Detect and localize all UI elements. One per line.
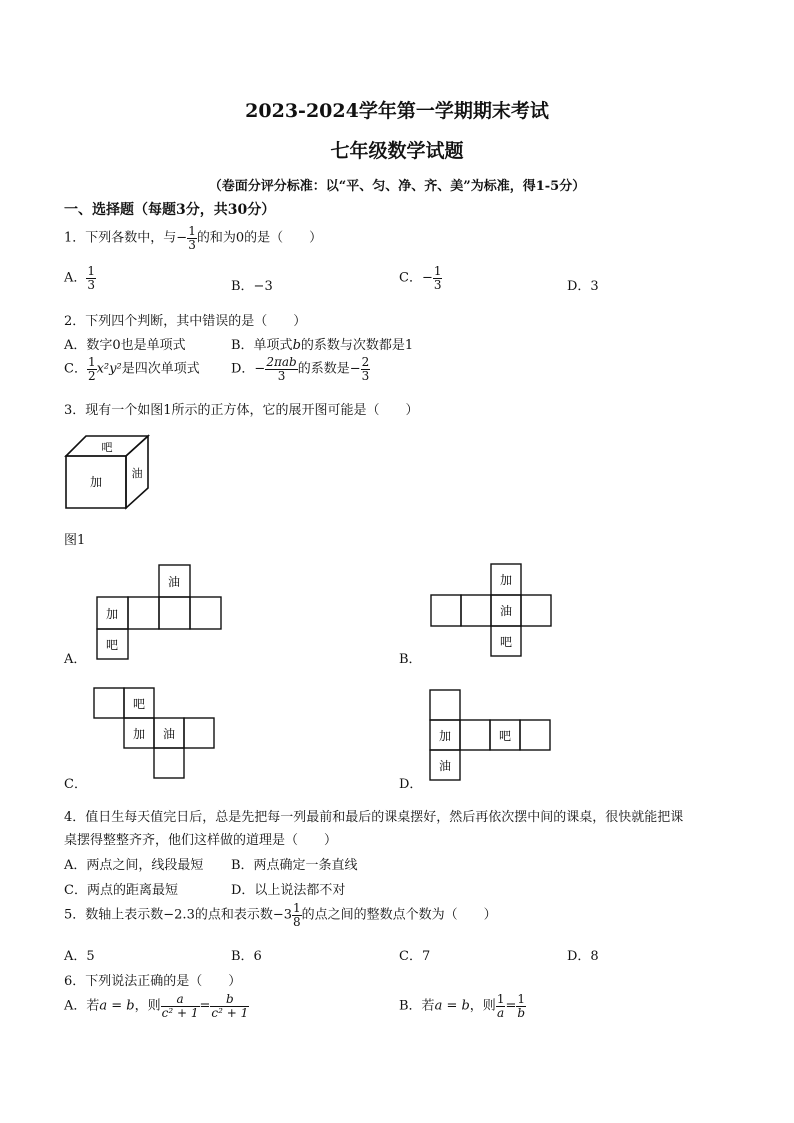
q4-option-b: B．两点确定一条直线 <box>231 858 358 873</box>
svg-text:加: 加 <box>105 607 119 621</box>
question-6: 6．下列说法正确的是（ ） <box>64 974 242 989</box>
q5-option-c: C．7 <box>399 949 431 964</box>
question-4-line1: 4．值日生每天值完日后，总是先把每一列最前和最后的课桌摆好，然后再依次摆中间的课桌，很快就能把课 <box>64 810 684 825</box>
svg-text:加: 加 <box>438 729 452 743</box>
svg-text:加: 加 <box>132 727 146 741</box>
net-c <box>92 686 216 780</box>
cube-figure <box>60 430 160 510</box>
svg-text:油: 油 <box>167 575 181 589</box>
net-d <box>428 688 554 782</box>
section-heading: 一、选择题（每题3分，共30分） <box>64 202 276 218</box>
svg-text:吧: 吧 <box>105 638 119 652</box>
q5-option-b: B．6 <box>231 949 262 964</box>
question-2: 2．下列四个判断，其中错误的是（ ） <box>64 314 307 329</box>
q2-option-c: C． $\frac{1}{2}$ x²y²是四次单项式 <box>64 355 200 383</box>
q4-option-d: D．以上说法都不对 <box>231 883 346 898</box>
q1-option-b: B．−3 <box>231 279 273 294</box>
svg-text:油: 油 <box>438 759 452 773</box>
q1-option-a: A． $\frac{1}{3}$ <box>64 264 96 292</box>
svg-text:加: 加 <box>499 573 513 587</box>
q3-option-c: C． <box>64 777 87 792</box>
exam-subtitle: 七年级数学试题 <box>330 140 464 162</box>
q1-option-c: C．− $\frac{1}{3}$ <box>399 264 442 292</box>
net-a <box>93 563 223 661</box>
q2-option-a: A．数字0也是单项式 <box>64 338 186 353</box>
q4-option-c: C．两点的距离最短 <box>64 883 178 898</box>
net-b <box>429 562 555 658</box>
question-5: 5．数轴上表示数−2.3的点和表示数−3 $\frac{1}{8}$ 的点之间的整数点个数为（ ） <box>64 901 497 929</box>
q3-option-b: B． <box>399 652 422 667</box>
q6-option-b: B．若a = b，则 $\frac{1}{a}$ = $\frac{1}{b}$ <box>399 992 526 1020</box>
q6-option-a: A．若a = b，则 $\frac{a}{\text{c² + 1}}$ = $\frac{b}{\text{c² + 1}}$ <box>64 992 249 1020</box>
svg-text:油: 油 <box>162 727 176 741</box>
cube-front-label: 加 <box>89 475 103 489</box>
q2-option-d: D．− $\frac{\text{2πab}}{3}$ 的系数是− $\frac{2}{3}$ <box>231 355 370 383</box>
q2-option-b: B．单项式b的系数与次数都是1 <box>231 338 414 353</box>
cube-right-label: 油 <box>131 467 143 480</box>
question-1: 1．下列各数中，与− $\frac{1}{3}$ 的和为0的是（ ） <box>64 224 323 252</box>
question-4-line2: 桌摆得整整齐齐，他们这样做的道理是（ ） <box>64 833 338 848</box>
svg-text:吧: 吧 <box>499 635 513 649</box>
svg-text:吧: 吧 <box>498 729 512 743</box>
q3-option-d: D． <box>399 777 423 792</box>
q5-option-d: D．8 <box>567 949 599 964</box>
q1-option-d: D．3 <box>567 279 599 294</box>
q5-option-a: A．5 <box>64 949 95 964</box>
exam-title: 2023-2024学年第一学期期末考试 <box>245 100 549 122</box>
question-3: 3．现有一个如图1所示的正方体，它的展开图可能是（ ） <box>64 403 419 418</box>
q3-option-a: A． <box>64 652 87 667</box>
fraction: $\frac{1}{3}$ <box>188 224 196 252</box>
q4-option-a: A．两点之间，线段最短 <box>64 858 204 873</box>
figure-caption: 图1 <box>64 533 86 548</box>
svg-text:油: 油 <box>499 604 513 618</box>
svg-text:吧: 吧 <box>132 697 146 711</box>
cube-top-label: 吧 <box>101 441 113 454</box>
grading-note: （卷面分评分标准：以“平、匀、净、齐、美”为标准，得1-5分） <box>208 179 586 194</box>
